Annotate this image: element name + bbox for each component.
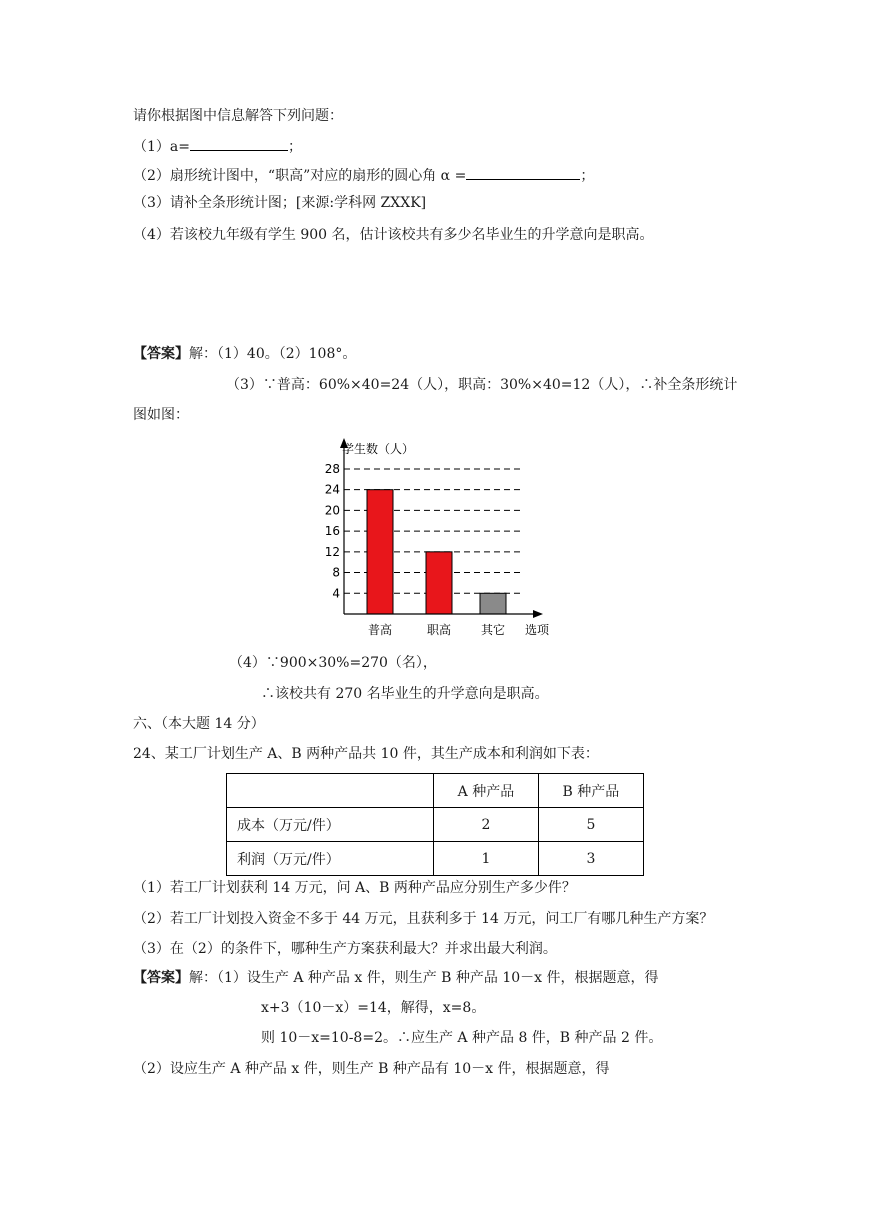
question-2-suffix: ； (580, 168, 595, 184)
table-row (227, 808, 644, 842)
answer-blank-1[interactable] (190, 136, 288, 151)
bar (426, 552, 452, 614)
x-axis-arrow-icon (533, 610, 543, 618)
bar (367, 490, 393, 614)
table-cell: 5 (538, 808, 643, 842)
question-24-part-1: （1）若工厂计划获利 14 万元，问 A、B 两种产品应分别生产多少件？ (133, 880, 576, 896)
table-cell: 利润（万元/件） (227, 842, 434, 876)
questions-intro: 请你根据图中信息解答下列问题： (133, 108, 343, 124)
y-axis-label: 学生数（人） (342, 442, 415, 456)
section-heading: 六、（本大题 14 分） (133, 716, 265, 732)
y-tick-label: 16 (325, 524, 340, 539)
table-header-cell: B 种产品 (538, 774, 643, 808)
y-tick-label: 12 (325, 544, 340, 559)
answer-23-line-4: （4）∵900×30%=270（名）， (229, 655, 437, 671)
y-tick-label: 8 (332, 565, 340, 580)
table-cell: 成本（万元/件） (227, 808, 434, 842)
answer-23-line-3: 图如图： (133, 407, 189, 423)
table-header-cell: A 种产品 (434, 774, 539, 808)
question-4: （4）若该校九年级有学生 900 名，估计该校共有多少名毕业生的升学意向是职高。 (133, 227, 654, 243)
table-header-cell (227, 774, 434, 808)
answer-24-line-2: x+3（10－x）=14，解得，x=8。 (261, 1000, 486, 1016)
question-2 (133, 165, 594, 185)
question-2-prefix: （2）扇形统计图中，“职高”对应的扇形的圆心角 α = (133, 168, 467, 184)
table-cell: 3 (538, 842, 643, 876)
table-row (227, 842, 644, 876)
question-1 (133, 136, 302, 156)
answer-24-line-3: 则 10－x=10-8=2。∴应生产 A 种产品 8 件，B 种产品 2 件。 (261, 1030, 663, 1046)
answer-23-text-1: 解：（1）40。（2）108°。 (189, 346, 357, 362)
answer-24-text-1: 解：（1）设生产 A 种产品 x 件，则生产 B 种产品 10－x 件，根据题意，得 (189, 970, 659, 986)
x-tick-labels (368, 622, 505, 637)
table-cell: 1 (434, 842, 539, 876)
y-tick-label: 28 (325, 461, 340, 476)
question-24-part-2: （2）若工厂计划投入资金不多于 44 万元，且获利多于 14 万元，问工厂有哪几种生产方案？ (133, 911, 714, 927)
y-tick-label: 24 (325, 482, 340, 497)
table-cell: 2 (434, 808, 539, 842)
cost-profit-table (226, 773, 644, 876)
question-3: （3）请补全条形统计图；[来源:学科网 ZXXK] (133, 195, 427, 211)
bar-chart (325, 434, 565, 640)
answer-23-line-5: ∴该校共有 270 名毕业生的升学意向是职高。 (261, 686, 549, 702)
answer-23-line-1 (133, 345, 356, 363)
question-1-suffix: ； (287, 139, 302, 155)
x-tick-label: 职高 (426, 623, 452, 637)
answer-blank-2[interactable] (466, 165, 580, 180)
question-24: 24、某工厂计划生产 A、B 两种产品共 10 件，其生产成本和利润如下表： (133, 746, 599, 762)
question-1-prefix: （1）a= (133, 139, 190, 155)
answer-23-line-2: （3）∵普高：60%×40=24（人），职高：30%×40=12（人），∴补全条形统计 (226, 377, 738, 393)
x-tick-label: 其它 (480, 623, 506, 637)
answer-label: 【答案】 (133, 970, 189, 986)
y-tick-labels (325, 462, 340, 600)
x-tick-label: 普高 (367, 623, 393, 637)
y-tick-label: 20 (325, 503, 340, 518)
answer-24-line-1 (133, 969, 659, 987)
answer-24-line-4: （2）设应生产 A 种产品 x 件，则生产 B 种产品有 10－x 件，根据题意，得 (133, 1061, 610, 1077)
x-axis-label: 选项 (525, 623, 550, 637)
bar (480, 593, 506, 614)
y-tick-label: 4 (332, 586, 340, 601)
table-header-row (227, 774, 644, 808)
answer-label: 【答案】 (133, 346, 189, 362)
question-24-part-3: （3）在（2）的条件下，哪种生产方案获利最大？并求出最大利润。 (133, 941, 557, 957)
